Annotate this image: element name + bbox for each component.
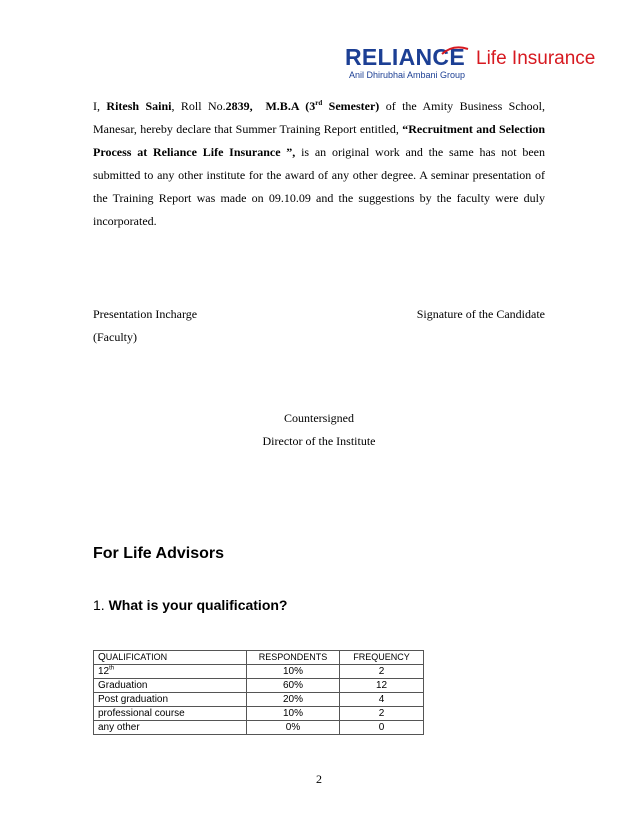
header-qual-rest: UALIFICATION <box>105 652 168 662</box>
page-number: 2 <box>316 772 322 786</box>
row-label-sup: th <box>109 665 115 672</box>
decl-text <box>253 99 266 113</box>
table-header-row <box>94 651 424 665</box>
table-row <box>94 721 424 735</box>
row-respondents: 20% <box>247 693 340 707</box>
semester-text: Semester) <box>322 99 380 113</box>
report-title: “Recruitment and Selection Process at Reliance Life Insurance ”, <box>93 122 545 159</box>
program <box>265 99 379 113</box>
decl-text: is an original work and the same has not been submitted to any other institute for the award of any other degree. A seminar presentation of the Training Report was made on 09.10.09 and the suggestions by the faculty were duly incorporated. <box>93 145 545 228</box>
presentation-incharge <box>93 303 197 349</box>
decl-text: , Roll No. <box>171 99 226 113</box>
ordinal-sup: rd <box>315 99 323 107</box>
candidate-name: Ritesh Saini <box>106 99 172 113</box>
row-frequency: 2 <box>340 665 424 679</box>
row-respondents: 0% <box>247 721 340 735</box>
declaration-paragraph <box>93 95 545 233</box>
roll-number: 2839, <box>225 99 253 113</box>
header-frequency: FREQUENCY <box>340 651 424 665</box>
table-row <box>94 707 424 721</box>
header-qual-first: Q <box>98 652 106 663</box>
header-qualification <box>94 651 247 665</box>
table-row <box>94 665 424 679</box>
row-label-text: 12 <box>98 666 110 677</box>
question-1 <box>93 597 287 613</box>
director-label: Director of the Institute <box>262 434 376 448</box>
row-label: Post graduation <box>94 693 247 707</box>
row-respondents: 10% <box>247 707 340 721</box>
decl-text: of the Amity Business School, Manesar, hereby declare that Summer Training Report entitled, <box>93 99 545 136</box>
row-frequency: 4 <box>340 693 424 707</box>
reliance-logo <box>345 44 607 86</box>
qualification-table <box>93 650 424 735</box>
header-respondents: RESPONDENTS <box>247 651 340 665</box>
incharge-label: Presentation Incharge <box>93 307 198 321</box>
table-row <box>94 679 424 693</box>
countersign-block <box>0 407 638 453</box>
row-frequency: 0 <box>340 721 424 735</box>
table-row <box>94 693 424 707</box>
section-title: For Life Advisors <box>93 545 224 562</box>
row-label: professional course <box>94 707 247 721</box>
row-respondents: 60% <box>247 679 340 693</box>
program-text: M.B.A (3 <box>265 99 316 113</box>
question-number: 1. <box>93 597 109 613</box>
decl-text: I, <box>93 99 107 113</box>
candidate-signature: Signature of the Candidate <box>416 307 545 321</box>
logo-brand: RELIANCE <box>345 44 465 70</box>
row-frequency: 2 <box>340 707 424 721</box>
row-label: Graduation <box>94 679 247 693</box>
logo-swoosh-icon <box>441 46 469 56</box>
row-frequency: 12 <box>340 679 424 693</box>
logo-group: Anil Dhirubhai Ambani Group <box>349 70 466 80</box>
countersigned-label: Countersigned <box>284 411 354 425</box>
row-respondents: 10% <box>247 665 340 679</box>
row-label <box>94 665 247 679</box>
faculty-label: (Faculty) <box>93 330 137 344</box>
question-text: What is your qualification? <box>108 597 288 613</box>
row-label: any other <box>94 721 247 735</box>
logo-product: Life Insurance <box>476 48 596 69</box>
